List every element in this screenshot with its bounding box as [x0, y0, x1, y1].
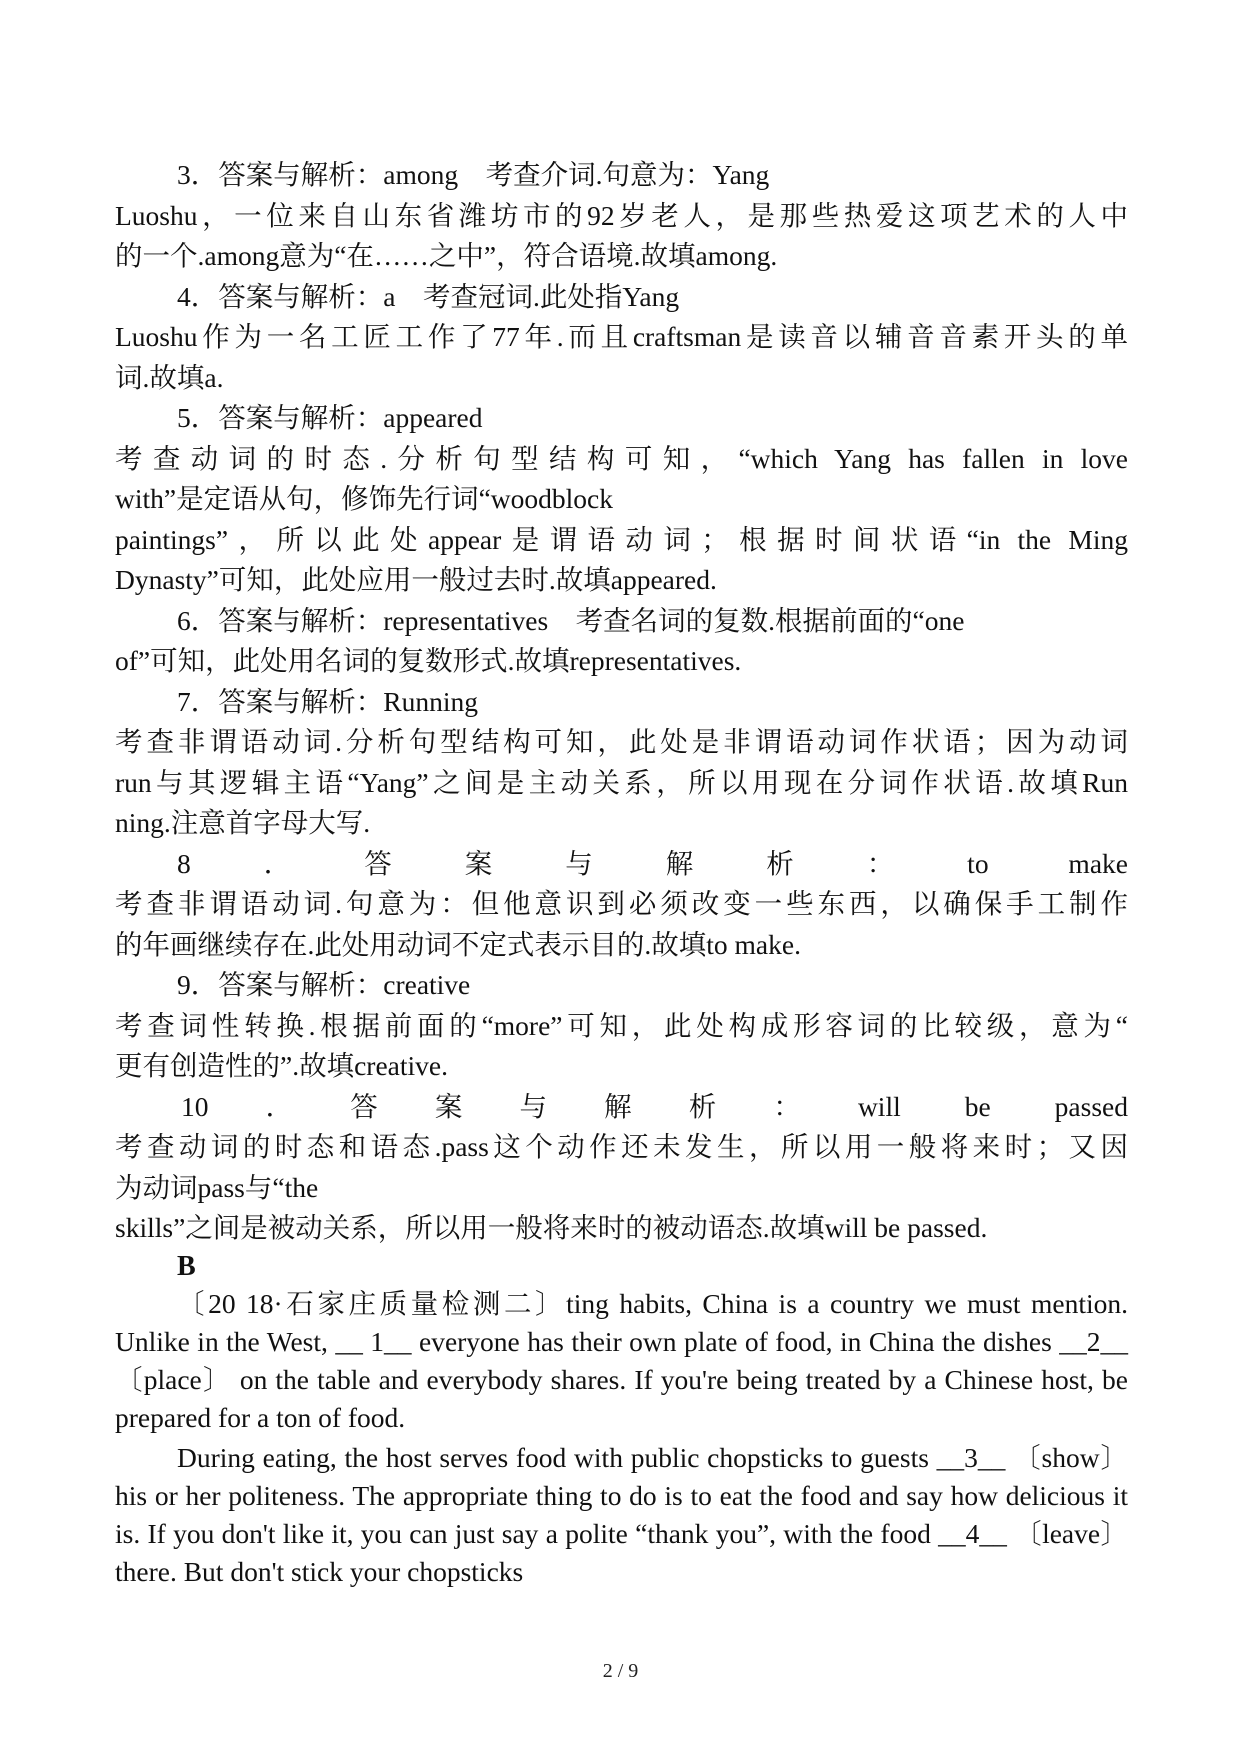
answer-6-heading: 6．答案与解析：representatives 考查名词的复数.根据前面的“one [177, 604, 965, 636]
answer-5-line-3: paintings”，所以此处appear是谓语动词；根据时间状语“in the Ming [115, 523, 1128, 555]
answer-5-line-4: Dynasty”可知，此处应用一般过去时.故填appeared. [115, 564, 717, 595]
answer-7 [115, 682, 1128, 844]
section-b-heading: B [177, 1250, 196, 1282]
answer-10-line-1: 考查动词的时态和语态.pass这个动作还未发生，所以用一般将来时；又因 [115, 1131, 1128, 1162]
answer-8-heading: 8．答案与解析：to make [177, 847, 1128, 879]
answer-8-line-2: 的年画继续存在.此处用动词不定式表示目的.故填to make. [115, 928, 801, 960]
answer-7-line-2: run与其逻辑主语“Yang”之间是主动关系，所以用现在分词作状语.故填Run [115, 766, 1128, 798]
answer-5-heading: 5．答案与解析：appeared [177, 402, 483, 433]
answer-7-line-3: ning.注意首字母大写. [115, 807, 371, 838]
answer-3 [115, 155, 1128, 277]
answer-4 [115, 277, 1128, 399]
answer-6-line-1: of”可知，此处用名词的复数形式.故填representatives. [115, 645, 742, 676]
answer-9 [115, 965, 1128, 1087]
page-number: 2 / 9 [602, 1660, 639, 1682]
answer-4-line-2: 词.故填a. [115, 361, 224, 393]
answer-10 [115, 1087, 1128, 1249]
answer-9-line-2: 更有创造性的”.故填creative. [115, 1050, 448, 1081]
section-b-passage-1: 〔20 18·石家庄质量检测二〕ting habits, China is a country we must mention. Unlike in the West, __ 1__ everyone has their own plate of food, in China the dishes __2__ 〔place〕 on the table and everybody shares. If you're being treated by a Chinese host, be prepared for a ton of food. [115, 1287, 1128, 1433]
answer-9-line-1: 考查词性转换.根据前面的“more”可知，此处构成形容词的比较级，意为“ [115, 1009, 1128, 1041]
document-body [115, 155, 1128, 1591]
answer-4-heading: 4．答案与解析：a 考查冠词.此处指Yang [177, 280, 680, 312]
answer-3-line-1: Luoshu，一位来自山东省潍坊市的92岁老人，是那些热爱这项艺术的人中 [115, 199, 1128, 231]
answer-9-heading: 9．答案与解析：creative [177, 969, 471, 1000]
answer-4-line-1: Luoshu作为一名工匠工作了77年.而且craftsman是读音以辅音音素开头的单 [115, 321, 1128, 352]
answer-10-line-2: 为动词pass与“the [115, 1171, 319, 1203]
answer-8-line-1: 考查非谓语动词.句意为：但他意识到必须改变一些东西，以确保手工制作 [115, 888, 1128, 919]
section-b-passage-2: During eating, the host serves food with public chopsticks to guests __3__ 〔show〕 his or her politeness. The appropriate thing to do is to eat the food and say how delicious it is. If you don't like it, you can just say a polite “thank you”, with the food __4__ 〔leave〕 there. But don't stick your chopsticks [115, 1441, 1128, 1587]
answer-5-line-1: 考查动词的时态.分析句型结构可知，“which Yang has fallen in love [115, 442, 1128, 474]
answer-5-line-2: with”是定语从句，修饰先行词“woodblock [115, 483, 614, 514]
answer-5 [115, 398, 1128, 601]
answer-7-line-1: 考查非谓语动词.分析句型结构可知，此处是非谓语动词作状语；因为动词 [115, 726, 1128, 757]
answer-8 [115, 844, 1128, 966]
answer-3-line-2: 的一个.among意为“在……之中”，符合语境.故填among. [115, 240, 778, 271]
answer-7-heading: 7．答案与解析：Running [177, 685, 478, 717]
answer-6 [115, 601, 1128, 682]
answer-10-line-3: skills”之间是被动关系，所以用一般将来时的被动语态.故填will be passed. [115, 1212, 988, 1243]
answer-10-heading: 10．答案与解析：will be passed [181, 1090, 1128, 1122]
answer-3-heading: 3．答案与解析：among 考查介词.句意为：Yang [177, 159, 770, 190]
